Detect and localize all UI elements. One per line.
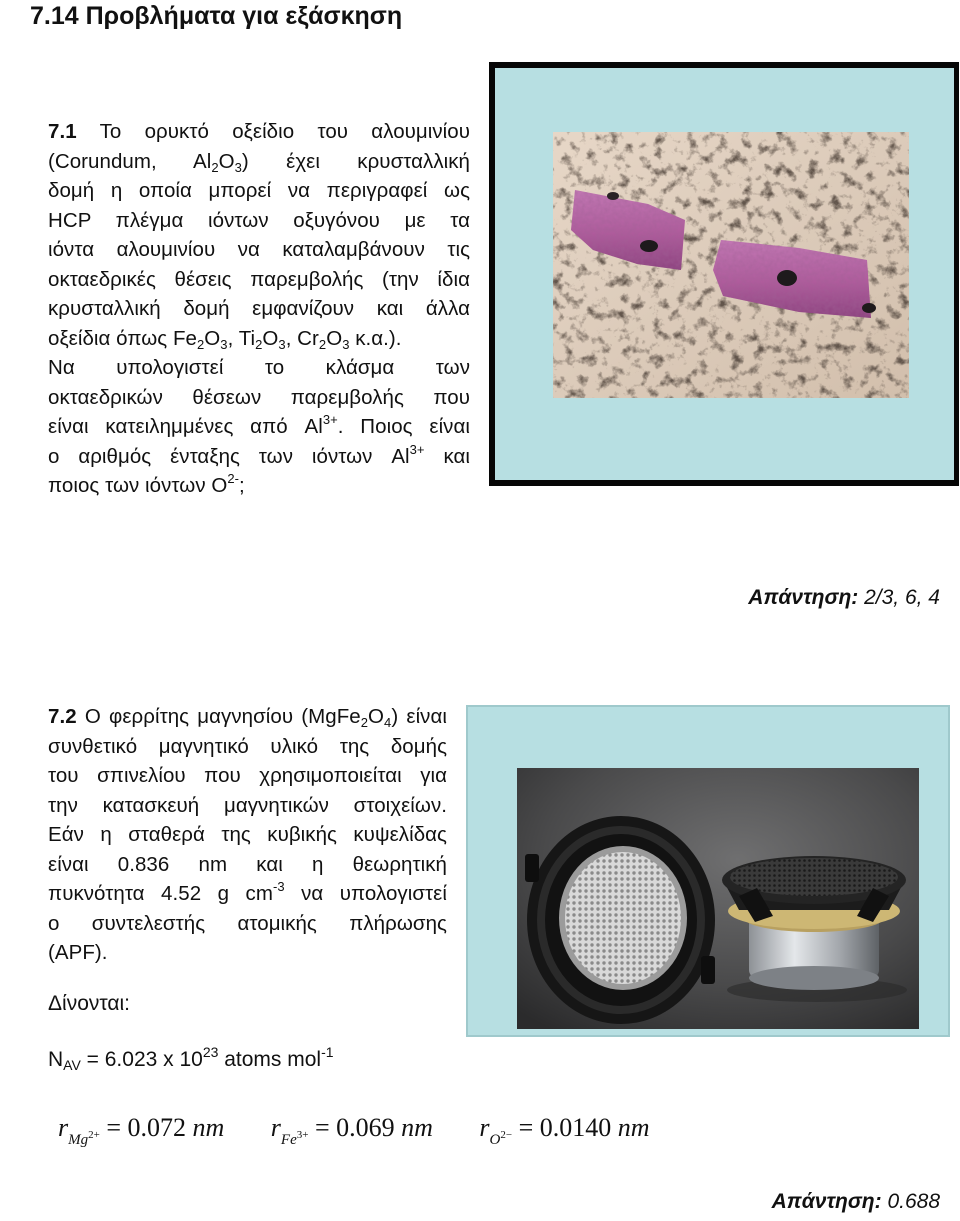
given-title: Δίνονται: (48, 992, 131, 1015)
p2-line-6: είναι 0.836 nm και η θεωρητική (48, 852, 447, 876)
p2-line-9: (APF). (48, 941, 108, 964)
figure-mat (495, 68, 954, 480)
p2-line-4: την κατασκευή μαγνητικών στοιχείων. (48, 793, 447, 817)
p2-line-5: Εάν η σταθερά της κυβικής κυψελίδας (48, 823, 447, 846)
dark-inclusion (607, 192, 619, 200)
radius-mg: $r_{Mg^{2+}} = 0.072$ nm (58, 1113, 225, 1148)
p2-line-1: 7.2 Ο φερρίτης μαγνησίου $(MgFe_2O_4)$ είναι (48, 705, 447, 730)
p1-line-6: οκταεδρικές θέσεις παρεμβολής (την ίδια (48, 267, 470, 291)
p1-line-11: είναι κατειλημμένες από $Al^{3+}$. Ποιος είναι (48, 412, 470, 438)
p1-line-10: οκταεδρικών θέσεων παρεμβολής που (48, 385, 470, 409)
figure-corundum (489, 62, 959, 486)
corundum-ruby-crystal-photo (553, 132, 909, 398)
dark-inclusion (640, 240, 658, 252)
answer-7-1: Απάντηση: 2/3, 6, 4 (748, 586, 940, 609)
speaker-grille (565, 852, 681, 984)
p1-line-4: HCP πλέγμα ιόντων οξυγόνου με τα (48, 208, 470, 232)
speaker-right (722, 856, 906, 990)
p1-line-13: ποιος των ιόντων $O^{2-}$; (48, 471, 245, 497)
problem-number: 7.1 (48, 120, 77, 143)
figure-ferrite-speakers (466, 705, 950, 1037)
p1-line-8: οξείδια όπως $Fe_2O_3$, $Ti_2O_3$, $Cr_2O_3$ κ.α.). (48, 326, 402, 352)
p1-line-1: 7.1 Το ορυκτό οξείδιο του αλουμινίου (48, 120, 470, 143)
problem-7-1 (48, 117, 470, 501)
p1-line-3: δομή η οποία μπορεί να περιγραφεί ως (48, 179, 470, 202)
problem-number: 7.2 (48, 705, 77, 728)
dark-inclusion (777, 270, 797, 286)
ionic-radii (58, 1113, 690, 1148)
p2-line-2: συνθετικό μαγνητικό υλικό της δομής (48, 734, 447, 758)
p2-line-3: του σπινελίου που χρησιμοποιείται για (48, 764, 447, 787)
problem-7-2 (48, 702, 447, 968)
p2-line-7: πυκνότητα 4.52 g $cm^{-3}$ να υπολογιστεί (48, 879, 447, 905)
ferrite-speaker-photo (517, 768, 919, 1029)
p1-line-2: (Corundum, $Al_2O_3$) έχει κρυσταλλική (48, 149, 470, 175)
avogadro-constant: $N_{AV} = 6.023$ x $10^{23}$ atoms mol$^{-1}$ (48, 1044, 334, 1073)
dark-inclusion (862, 303, 876, 313)
p1-line-7: κρυσταλλική δομή εμφανίζουν και άλλα (48, 297, 470, 320)
p1-line-9: Να υπολογιστεί το κλάσμα των (48, 356, 470, 379)
radius-o: $r_{O^{2-}} = 0.0140$ nm (479, 1113, 650, 1148)
p1-line-12: ο αριθμός ένταξης των ιόντων $Al^{3+}$ και (48, 441, 470, 468)
answer-7-2: Απάντηση: 0.688 (771, 1190, 940, 1213)
p2-line-8: ο συντελεστής ατομικής πλήρωσης (48, 911, 447, 935)
radius-fe: $r_{Fe^{3+}} = 0.069$ nm (270, 1113, 433, 1148)
p1-line-5: ιόντα αλουμινίου να καταλαμβάνουν τις (48, 238, 470, 261)
section-title: 7.14 Προβλήματα για εξάσκηση (30, 2, 403, 30)
